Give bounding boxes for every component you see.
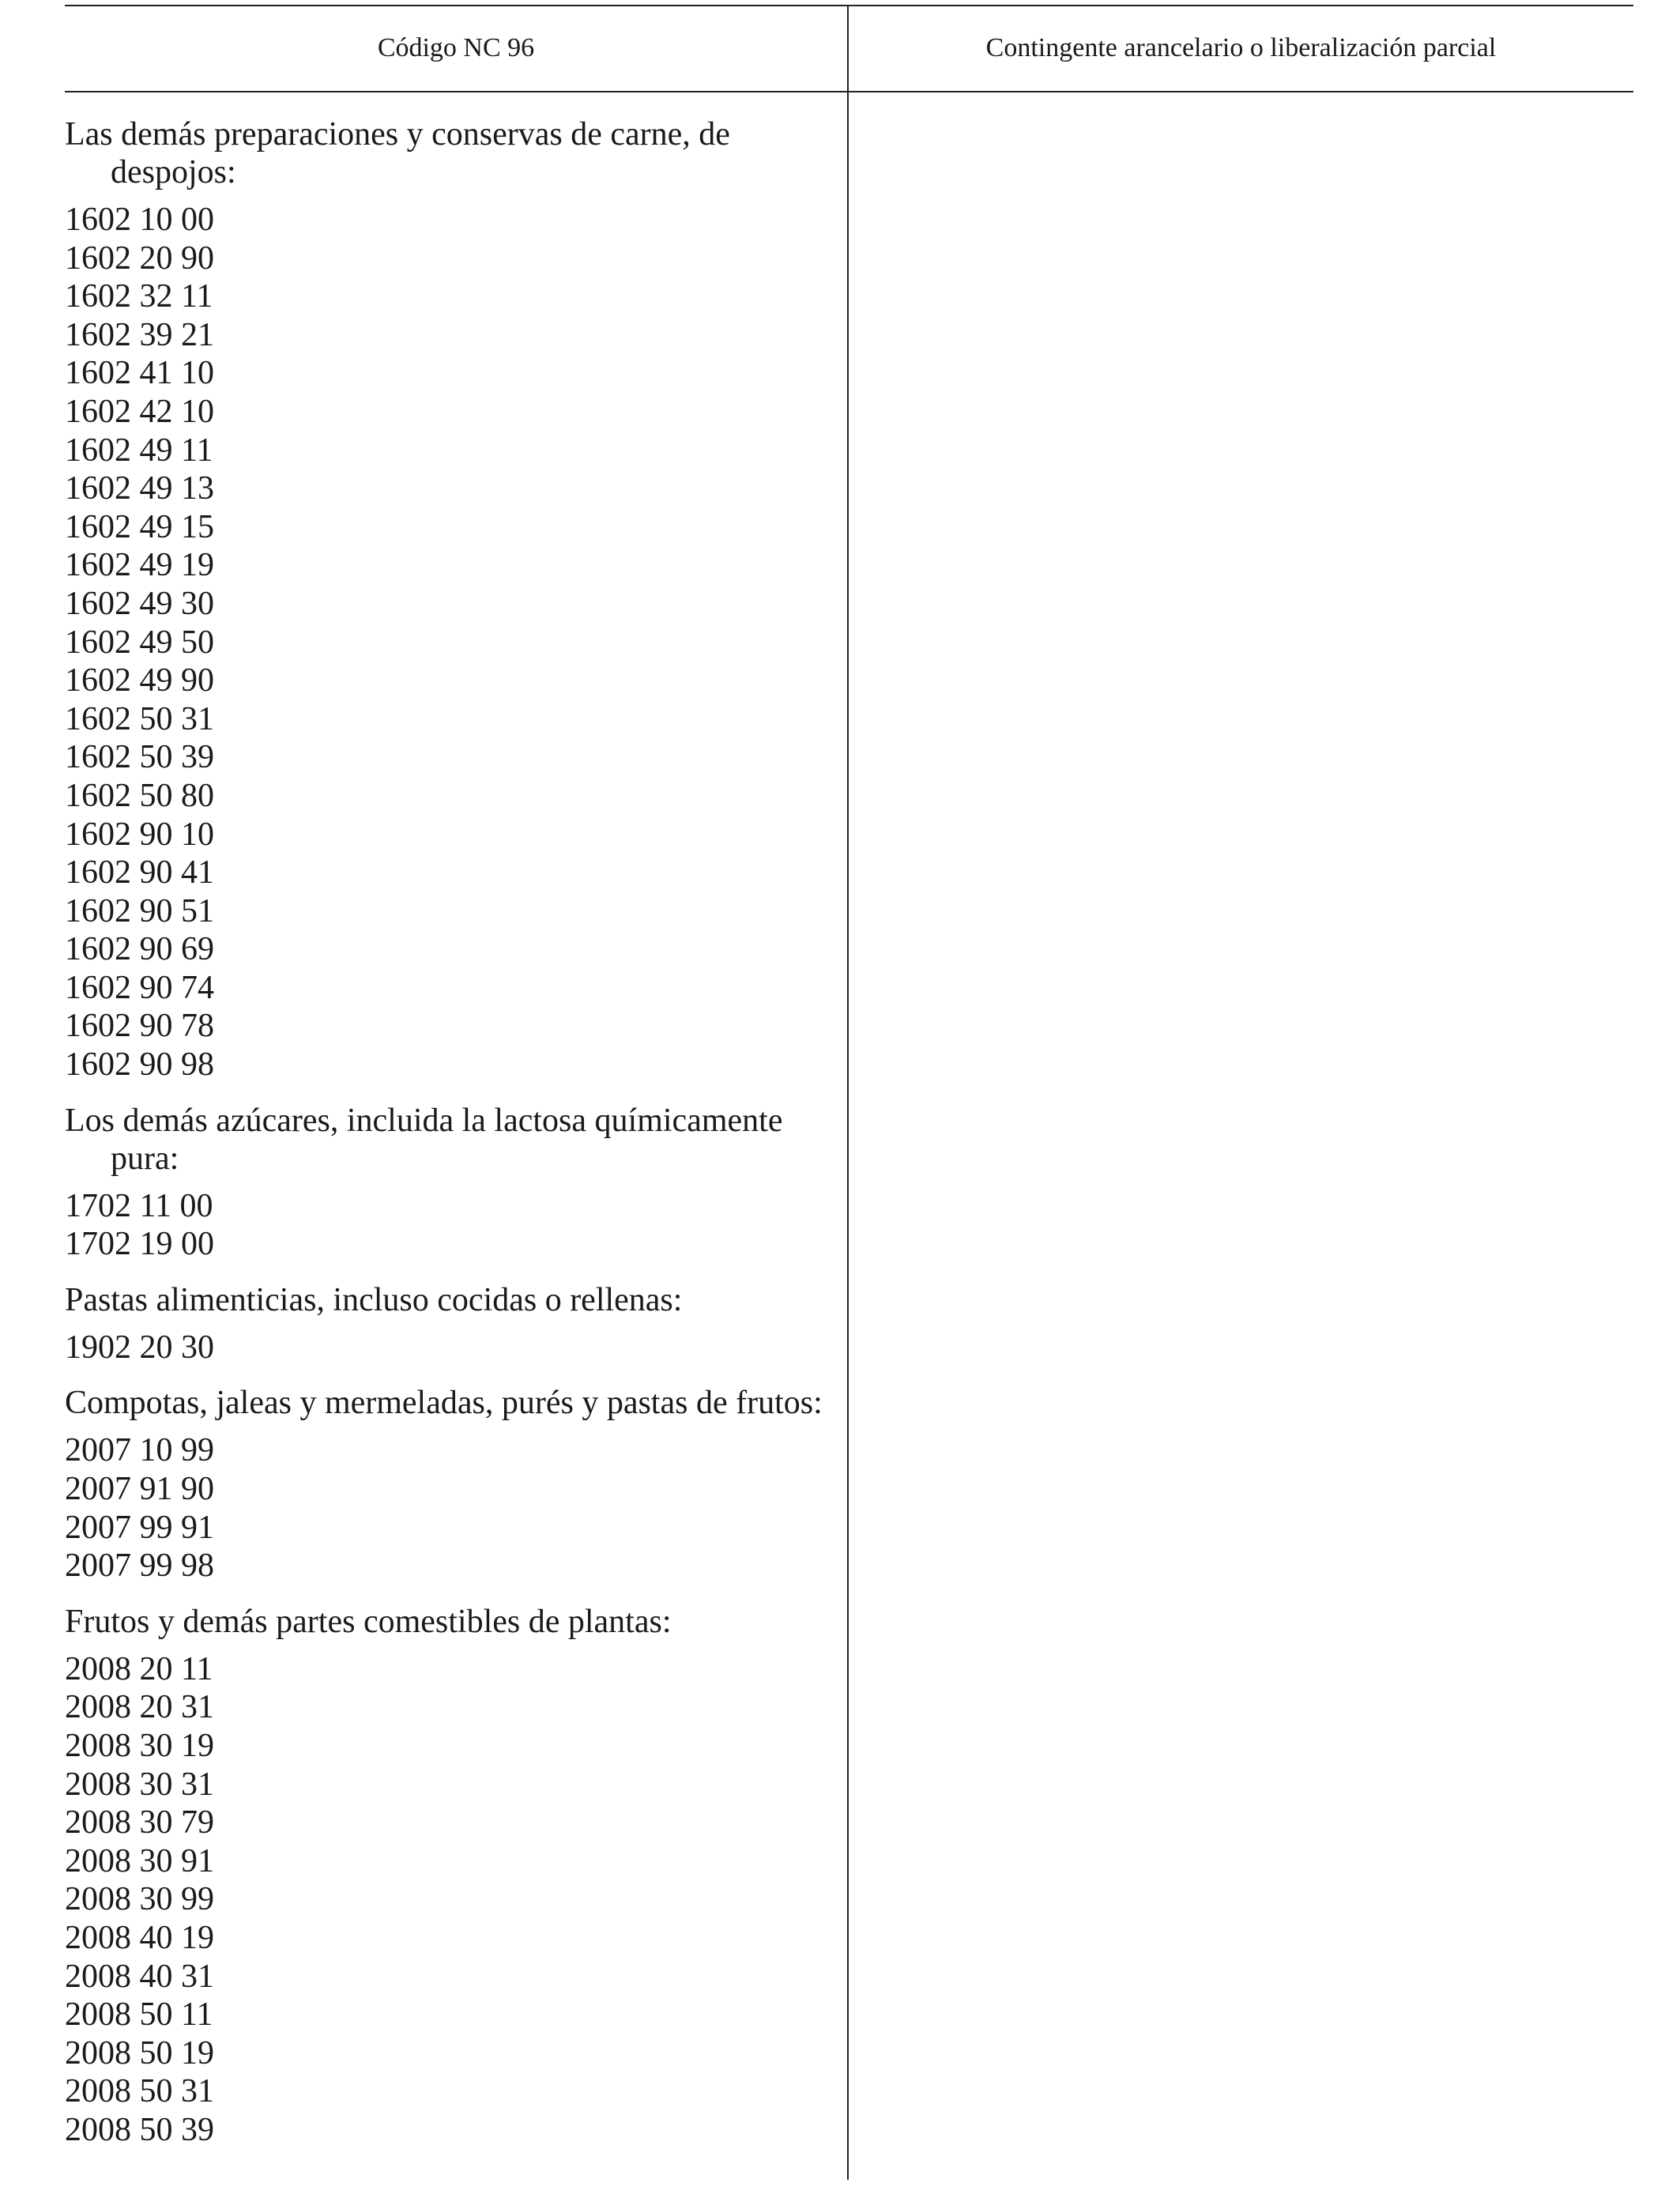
nc-code: 1602 39 21 xyxy=(65,316,214,353)
nc-code: 1602 90 41 xyxy=(65,854,214,892)
nc-code: 1602 50 80 xyxy=(65,777,214,814)
group-heading: Pastas alimenticias, incluso cocidas o rellenas: xyxy=(65,1281,683,1318)
nc-code: 2008 20 31 xyxy=(65,1689,214,1726)
nc-code: 1602 49 90 xyxy=(65,662,214,699)
nc-code: 1602 42 10 xyxy=(65,393,214,430)
code-list xyxy=(65,1187,823,1264)
nc-code: 2008 50 39 xyxy=(65,2111,214,2148)
group-heading: Compotas, jaleas y mermeladas, purés y pastas de frutos: xyxy=(65,1385,823,1422)
product-group xyxy=(65,1281,823,1367)
nc-code: 2008 30 99 xyxy=(65,1881,214,1918)
nc-code: 1902 20 30 xyxy=(65,1329,214,1366)
nc-code: 2008 30 31 xyxy=(65,1766,214,1803)
tariff-table xyxy=(65,5,1633,2180)
nc-code: 1602 49 19 xyxy=(65,547,214,584)
nc-code: 2008 30 19 xyxy=(65,1728,214,1764)
nc-code: 1602 90 51 xyxy=(65,892,214,929)
nc-code: 2007 10 99 xyxy=(65,1432,214,1469)
code-column xyxy=(65,115,823,2167)
code-list xyxy=(65,1650,823,2150)
nc-code: 1602 41 10 xyxy=(65,355,214,392)
nc-code: 2008 50 19 xyxy=(65,2034,214,2071)
nc-code: 1602 49 50 xyxy=(65,624,214,661)
nc-code: 2008 30 79 xyxy=(65,1804,214,1842)
product-group xyxy=(65,1102,823,1264)
nc-code: 1602 50 39 xyxy=(65,739,214,776)
nc-code: 2007 91 90 xyxy=(65,1471,214,1508)
nc-code: 1602 10 00 xyxy=(65,202,214,238)
nc-code: 1602 49 11 xyxy=(65,432,213,469)
code-list xyxy=(65,1329,823,1367)
product-group xyxy=(65,1603,823,2150)
group-heading: Las demás preparaciones y conservas de carne, de despojos: xyxy=(65,116,730,190)
group-heading: Los demás azúcares, incluida la lactosa químicamente pura: xyxy=(65,1102,783,1177)
nc-code: 2007 99 98 xyxy=(65,1547,214,1585)
nc-code: 1602 49 15 xyxy=(65,508,214,545)
nc-code: 1602 90 74 xyxy=(65,969,214,1006)
nc-code: 2008 50 31 xyxy=(65,2073,214,2110)
nc-code: 1602 20 90 xyxy=(65,239,214,277)
nc-code: 2008 40 19 xyxy=(65,1919,214,1956)
nc-code: 2007 99 91 xyxy=(65,1509,214,1546)
header-bottom-rule xyxy=(65,91,1633,92)
nc-code: 1602 90 78 xyxy=(65,1008,214,1045)
nc-code: 1602 49 13 xyxy=(65,470,214,507)
product-group xyxy=(65,1384,823,1585)
nc-code: 1602 90 69 xyxy=(65,931,214,968)
nc-code: 2008 50 11 xyxy=(65,1996,213,2034)
product-group xyxy=(65,115,823,1084)
group-heading: Frutos y demás partes comestibles de plantas: xyxy=(65,1603,672,1640)
nc-code: 1602 32 11 xyxy=(65,278,213,315)
column-divider xyxy=(847,5,849,2180)
nc-code: 1602 90 10 xyxy=(65,816,214,853)
nc-code: 2008 20 11 xyxy=(65,1650,213,1687)
column-header-code: Código NC 96 xyxy=(377,32,535,62)
nc-code: 1602 50 31 xyxy=(65,700,214,737)
nc-code: 2008 40 31 xyxy=(65,1958,214,1995)
column-header-quota: Contingente arancelario o liberalización parcial xyxy=(985,32,1497,62)
nc-code: 1602 49 30 xyxy=(65,585,214,622)
code-list xyxy=(65,201,823,1084)
nc-code: 1702 19 00 xyxy=(65,1226,214,1263)
nc-code: 2008 30 91 xyxy=(65,1842,214,1879)
code-list xyxy=(65,1431,823,1585)
nc-code: 1602 90 98 xyxy=(65,1046,214,1084)
nc-code: 1702 11 00 xyxy=(65,1187,213,1224)
